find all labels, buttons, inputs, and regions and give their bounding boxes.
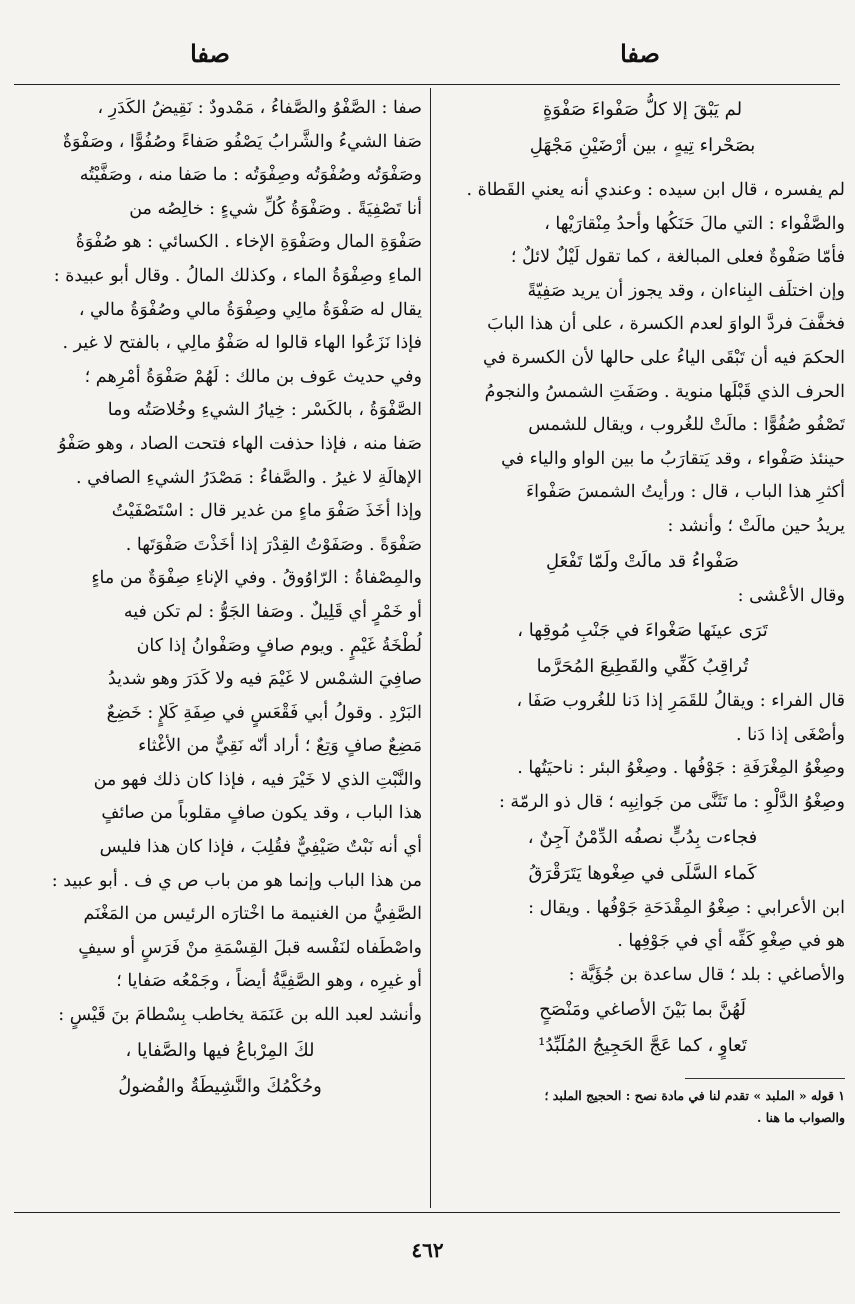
text-line: واصْطَفاه لنَفْسه قبلَ القِسْمَةِ منْ فَرَسٍ أو سيفٍ: [78, 937, 422, 958]
text-line: هذا الباب ، وقد يكون صافٍ مقلوباً من صائفٍ: [101, 803, 422, 824]
text-line: والمِصْفاةُ : الرّاوُوقُ . وفي الإناءِ صِفْوَةٌ من ماءٍ: [91, 568, 422, 589]
verse-line: تُراقِبُ كَفِّي والقَطِيعَ المُحَرَّما: [536, 656, 749, 678]
text-line: وصَفْوَتُه وصُفْوَتُه وصِفْوَتُه : ما صَفا منه ، وصَفَّيْتُه: [79, 165, 422, 186]
text-line: يقال له صَفْوَةُ مالِي وصِفْوَةُ مالي وصُفْوَةُ مالي ،: [78, 299, 422, 320]
text-line: فخفَّفَ فردَّ الواوَ لعدم الكسرة ، على أن هذا البابَ: [487, 314, 845, 335]
text-line: أكثرِ هذا الباب ، قال : ورأيتُ الشمسَ صَفْواءَ: [525, 482, 845, 503]
text-line: صَفْوَةً . وصَفَوْتُ القِدْرَ إذا أخَذْتَ صَفْوَتَها .: [125, 534, 422, 555]
verse-line: تَعاوٍ ، كما عَجَّ الحَجِيجُ المُلَبِّدُ¹: [538, 1035, 747, 1057]
verse-line: بصَحْراء تِيهٍ ، بين أرْضَيْنِ مَجْهَلِ: [529, 135, 756, 156]
footnote-rule: [685, 1078, 845, 1079]
text-line: صافِيَ الشمْس لا غَيْمَ فيه ولا كَدَرَ وهو شديدُ: [108, 669, 422, 690]
verse-line: فجاءت بِدُبٍّ نصفُه الدِّمْنُ آجِنٌ ،: [527, 826, 758, 848]
text-line: والصَّفْواء : التي مالَ حَنَكُها وأحدُ مِنْقارَيْها ،: [544, 213, 845, 234]
text-line: الصَّفْوَةُ ، بالكَسْر : خِيارُ الشيءِ وخُلاصَتُه وما: [107, 400, 422, 421]
text-line: وفي حديث عَوف بن مالك : لَهُمْ صَفْوَةُ أمْرِهم ؛: [84, 366, 422, 387]
text-line: صَفا منه ، فإذا حذفت الهاء فتحت الصاد ، وهو صَفْوُ: [58, 433, 422, 454]
text-line: والنَّبْتِ الذي لا خَيْرَ فيه ، فإذا كان ذلك فهو من: [93, 769, 422, 790]
text-line: الحكمَ فيه أن تَبْقَى الياءُ على حالها لأن الكسرة في: [482, 347, 845, 368]
bottom-rule: [14, 1212, 840, 1213]
text-line: وإذا أخَذَ صَفْوَ ماءٍ من غدير قال : اسْتَصْفَيْتُ: [111, 501, 422, 522]
text-line: ابن الأعرابي : صِغْوُ المِقْدَحَةِ جَوْفُها . ويقال :: [528, 897, 845, 918]
text-line: فأمّا صَفْوةٌ فعلى المبالغة ، كما تقول لَيْلٌ لائلٌ ؛: [510, 247, 845, 268]
page-number: ٤٦٢: [411, 1238, 444, 1262]
column-divider: [430, 88, 431, 1208]
footnote-line: ١ قوله « الملبد » تقدم لنا في مادة نصح : الحجيج الملبد ؛: [544, 1088, 845, 1104]
text-line: والأصاغي : بلد ؛ قال ساعدة بن جُؤَيَّة :: [568, 964, 845, 985]
text-line: مَضِعٌ صافٍ وَتِعٌ ؛ أراد أنّه نَقِيٌّ من الأغْثاء: [138, 736, 422, 757]
top-rule: [14, 84, 840, 85]
text-line: تَصْفُو صُفُوًّا : مالَتْ للغُروب ، ويقال للشمس: [528, 415, 845, 436]
text-line: وإن اختلَف البِناءان ، وقد يجوز أن يريد صَفِيّةً: [527, 280, 845, 301]
text-line: أو غيرِه ، وهو الصَّفِيَّةُ أيضاً ، وجَمْعُه صَفايا ؛: [116, 971, 422, 992]
verse-line: تَرَى عينَها صَغْواءَ في جَنْبِ مُوقِها ،: [517, 620, 768, 642]
verse-line: لم يَبْقَ إلا كلُّ صَفْواءَ صَفْوَةٍ: [542, 99, 743, 120]
verse-line: صَفْواءُ قد مالَتْ ولَمّا تَفْعَلِ: [546, 550, 739, 572]
text-line: وصِغْوُ المِغْرَفَةِ : جَوْفُها . وصِغْوُ البئر : ناحيَتُها .: [517, 758, 845, 779]
text-line: صَفْوَةِ المال وصَفْوَةِ الإخاء . الكسائي : هو صُفْوَةُ: [75, 232, 422, 253]
text-line: وصِغْوُ الدَّلْوِ : ما تَثَنَّى من جَوانِبِه ؛ قال ذو الرمّة :: [498, 791, 845, 812]
text-line: البَرْدِ . وقولُ أبي فَقْعَسٍ في صِفَةِ كَلإٍ : خَضِعٌ: [106, 702, 422, 723]
footnote-line: والصواب ما هنا .: [757, 1110, 845, 1126]
text-line: يريدُ حين مالَتْ ؛ وأنشد :: [667, 515, 845, 536]
text-line: وقال الأعْشى :: [737, 585, 845, 606]
text-line: لُطْخَةُ غَيْمٍ . ويوم صافٍ وصَفْوانُ إذا كان: [136, 635, 422, 656]
text-line: صَفا الشيءُ والشَّرابُ يَصْفُو صَفاءً وصُفُوًّا ، وصَفْوَةٌ: [62, 131, 422, 152]
verse-line: لَهُنَّ بما بَيْنَ الأصاغي ومَنْصَحٍ: [539, 999, 746, 1021]
text-line: أنا تَصْفِيَةً . وصَفْوَةُ كُلِّ شيءٍ : خالِصُه من: [129, 198, 422, 219]
text-line: أي أنه نَبْتٌ صَيْفِيٌّ فقُلِبَ ، فإذا كان هذا فليس: [99, 837, 422, 858]
left-column: [18, 92, 422, 1105]
verse-line: كَماء السَّلَى في صِغْوها يَتَرَقْرَقُ: [528, 862, 757, 884]
verse-line: وحُكْمُكَ والنَّشِيطَةُ والفُضولُ: [118, 1075, 322, 1097]
text-line: أو خَمْرٍ أي قَلِيلٌ . وصَفا الجَوُّ : لم تكن فيه: [123, 601, 422, 622]
right-column: [440, 92, 845, 1129]
text-line: لم يفسره ، قال ابن سيده : وعندي أنه يعني القَطاة .: [466, 180, 845, 200]
text-line: هو في صِغْوِ كَفِّه أي في جَوْفِها .: [617, 931, 845, 952]
text-line: فإذا نَزَعُوا الهاء قالوا له صَفْوُ مالِي ، بالفتح لا غير .: [62, 333, 422, 354]
text-line: الحرف الذي قَبْلَها منوية . وصَفَتِ الشمسُ والنجومُ: [484, 381, 845, 402]
text-line: وأصْغَى إذا دَنا .: [736, 724, 845, 745]
text-line: قال الفراء : ويقالُ للقَمَرِ إذا دَنا للغُروب صَفَا ،: [516, 691, 845, 712]
text-line: حينئذ صَفْواء ، وقد يَتقارَبُ ما بين الواو والياء في: [501, 448, 845, 469]
text-line: وأنشد لعبد الله بن عَنَمَة يخاطب بِسْطامَ بنَ قَيْسٍ :: [58, 1005, 422, 1026]
text-line: صفا : الصَّفْوُ والصَّفاءُ ، مَمْدودٌ : نَقِيضُ الكَدَرِ ،: [97, 98, 422, 118]
text-line: الصَّفِيُّ من الغنيمة ما اخْتارَه الرئيس من المَغْنَم: [83, 904, 422, 925]
text-line: من هذا الباب وإنما هو من باب ص ي ف . أبو عبيد :: [51, 870, 422, 891]
text-line: الإهالَةِ لا غيرُ . والصَّفاءُ : مَصْدَرُ الشيءِ الصافي .: [76, 467, 422, 488]
text-line: الماءِ وصِفْوَةُ الماء ، وكذلك المالُ . وقال أبو عبيدة :: [53, 265, 422, 286]
running-head-right: صفا: [620, 39, 660, 68]
running-head-left: صفا: [190, 39, 230, 68]
verse-line: لكَ المِرْباعُ فيها والصَّفايا ،: [125, 1039, 315, 1061]
